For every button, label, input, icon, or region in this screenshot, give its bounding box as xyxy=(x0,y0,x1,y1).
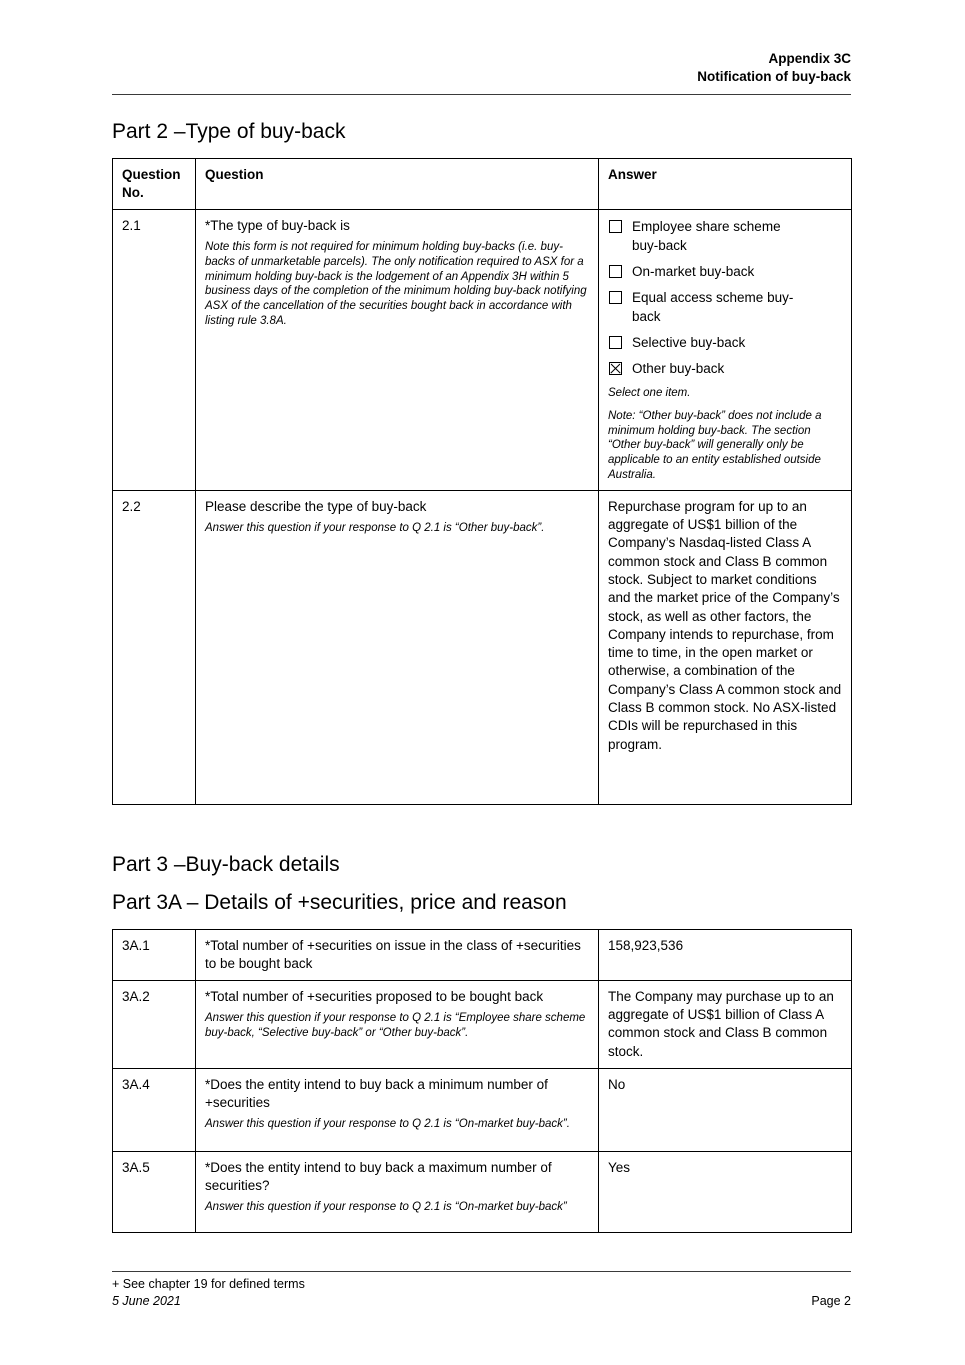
part2-table xyxy=(112,158,852,805)
part2-heading: Part 2 –Type of buy-back xyxy=(112,120,346,143)
answer-cell xyxy=(599,1068,852,1151)
answer-cell xyxy=(599,210,852,491)
question-no-cell: 3A.4 xyxy=(113,1068,196,1151)
answer-cell xyxy=(599,980,852,1068)
question-title: Please describe the type of buy-back xyxy=(205,498,427,514)
option-label: Employee share scheme buy-back xyxy=(632,219,781,253)
defined-terms-note: + See chapter 19 for defined terms xyxy=(112,1277,305,1291)
question-title: *Total number of +securities proposed to be bought back xyxy=(205,988,544,1004)
checkbox-option xyxy=(608,359,842,378)
table-row-3a-1 xyxy=(113,929,852,980)
question-no-header: Question No. xyxy=(113,159,196,210)
footer-date: 5 June 2021 xyxy=(112,1294,181,1308)
header-appendix-title: Appendix 3C xyxy=(768,51,851,66)
option-label: Equal access scheme buy-back xyxy=(632,290,794,324)
question-title: *Total number of +securities on issue in the class of +securities to be bought back xyxy=(205,937,581,971)
table-row-3a-5 xyxy=(113,1151,852,1232)
header-form-title: Notification of buy-back xyxy=(697,69,851,84)
checkbox-on-market[interactable] xyxy=(609,265,622,278)
option-label: Other buy-back xyxy=(632,361,725,376)
checkbox-option xyxy=(608,262,842,281)
option-label: Selective buy-back xyxy=(632,335,746,350)
table-row-3a-4 xyxy=(113,1068,852,1151)
checkbox-option xyxy=(608,217,842,255)
answer-text: 158,923,536 xyxy=(608,937,684,953)
question-note: Answer this question if your response to Q 2.1 is “Other buy-back”. xyxy=(205,521,545,534)
question-cell xyxy=(196,490,599,804)
checkbox-other-buy-back[interactable] xyxy=(609,362,622,375)
answer-cell xyxy=(599,929,852,980)
question-note: Answer this question if your response to Q 2.1 is “On-market buy-back”. xyxy=(205,1117,570,1130)
question-title: *Does the entity intend to buy back a maximum number of securities? xyxy=(205,1159,552,1193)
answer-cell xyxy=(599,1151,852,1232)
part3a-table xyxy=(112,929,852,1233)
question-header: Question xyxy=(196,159,599,210)
question-cell xyxy=(196,980,599,1068)
answer-text: The Company may purchase up to an aggregate of US$1 billion of Class A common stock and Class B common stock. xyxy=(608,988,834,1059)
question-cell xyxy=(196,1151,599,1232)
answer-text: Repurchase program for up to an aggregate of US$1 billion of the Company’s Nasdaq-listed Class A common stock and Class B common stock. Subject to market conditions and the market price of the Company’s stock, as well as other factors, the Company intends to repurchase, from time to time, in the open market or otherwise, a combination of the Company’s Class A common stock and Class B common stock. No ASX-listed CDIs will be repurchased in this program. xyxy=(608,498,842,752)
other-buy-back-note: Note: “Other buy-back” does not include a minimum holding buy-back. The section “Other buy-back” will generally only be applicable to an entity established outside Australia. xyxy=(608,409,822,481)
checkbox-option xyxy=(608,288,842,326)
table-row-2-1 xyxy=(113,210,852,491)
question-cell xyxy=(196,929,599,980)
question-no-cell: 3A.5 xyxy=(113,1151,196,1232)
answer-cell xyxy=(599,490,852,804)
option-label: On-market buy-back xyxy=(632,264,755,279)
question-cell xyxy=(196,1068,599,1151)
question-title: *The type of buy-back is xyxy=(205,218,350,233)
part3a-heading: Part 3A – Details of +securities, price and reason xyxy=(112,890,567,914)
select-one-hint: Select one item. xyxy=(608,387,691,399)
question-note: Note this form is not required for minimum holding buy-backs (i.e. buy-backs of unmarketable parcels). The only notification required to ASX for a minimum holding buy-back is the lodgement of an Appendix 3H within 5 business days of the completion of the minimum holding buy-back notifying ASX of the cancellation of the securities bought back in accordance with listing rule 3.8A. xyxy=(205,241,587,327)
question-no-cell: 3A.1 xyxy=(113,929,196,980)
footer-rule xyxy=(112,1271,851,1272)
page-header xyxy=(112,50,851,86)
answer-text: No xyxy=(608,1076,626,1092)
question-no-cell: 2.2 xyxy=(113,490,196,804)
table-row-2-2 xyxy=(113,490,852,804)
question-no-cell: 3A.2 xyxy=(113,980,196,1068)
question-note: Answer this question if your response to Q 2.1 is “On-market buy-back” xyxy=(205,1200,567,1213)
question-no-cell: 2.1 xyxy=(113,210,196,491)
part3-heading: Part 3 –Buy-back details xyxy=(112,852,340,876)
question-title: *Does the entity intend to buy back a minimum number of +securities xyxy=(205,1076,548,1110)
question-cell xyxy=(196,210,599,491)
table-row-3a-2 xyxy=(113,980,852,1068)
answer-text: Yes xyxy=(608,1159,631,1175)
checkbox-selective[interactable] xyxy=(609,336,622,349)
checkbox-equal-access[interactable] xyxy=(609,291,622,304)
question-note: Answer this question if your response to Q 2.1 is “Employee share scheme buy-back, “Selective buy-back” or “Other buy-back”. xyxy=(205,1011,586,1039)
page-footer xyxy=(112,1271,851,1310)
checkbox-option xyxy=(608,333,842,352)
part2-table-header-row xyxy=(113,159,852,210)
answer-header: Answer xyxy=(599,159,852,210)
header-rule xyxy=(112,94,851,95)
page-number: Page 2 xyxy=(811,1294,851,1308)
checkbox-employee-share-scheme[interactable] xyxy=(609,220,622,233)
